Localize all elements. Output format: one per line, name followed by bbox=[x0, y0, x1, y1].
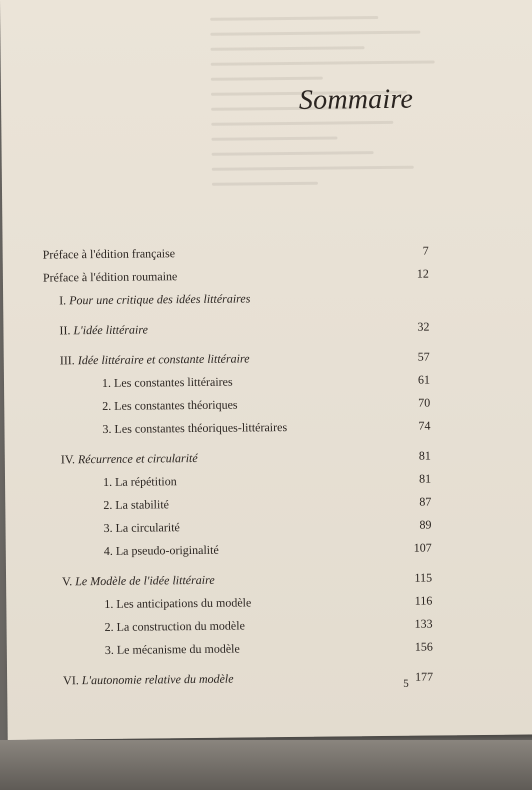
toc-number: 2. bbox=[102, 398, 112, 413]
toc-title: Les constantes théoriques bbox=[114, 397, 238, 413]
toc-number: 1. bbox=[102, 474, 113, 489]
toc-page: 81 bbox=[418, 471, 432, 486]
toc-entry-section-3-3 bbox=[44, 415, 430, 442]
toc-label bbox=[103, 470, 177, 494]
table-of-contents bbox=[43, 240, 434, 693]
toc-label bbox=[102, 371, 233, 395]
toc-page: 61 bbox=[417, 372, 431, 387]
toc-label bbox=[105, 638, 240, 662]
toc-title: La stabilité bbox=[115, 497, 170, 512]
toc-number: 3. bbox=[104, 642, 114, 657]
toc-number: 2. bbox=[103, 497, 113, 512]
toc-entry-section-4-4 bbox=[46, 537, 432, 564]
toc-label bbox=[63, 668, 234, 693]
toc-number: 2. bbox=[104, 619, 114, 634]
toc-page: 70 bbox=[418, 395, 431, 410]
toc-page: 57 bbox=[417, 349, 430, 364]
toc-page: 156 bbox=[414, 639, 433, 654]
toc-page: 12 bbox=[416, 266, 429, 281]
toc-page: 89 bbox=[419, 517, 432, 532]
toc-title: Le mécanisme du modèle bbox=[116, 641, 240, 657]
toc-entry-chapter-2 bbox=[43, 316, 429, 343]
toc-page: 177 bbox=[415, 669, 434, 684]
toc-number: IV. bbox=[60, 452, 76, 467]
toc-page: 115 bbox=[414, 570, 433, 585]
toc-number: III. bbox=[59, 353, 75, 368]
toc-title: Les anticipations du modèle bbox=[116, 595, 252, 611]
toc-label bbox=[62, 569, 215, 594]
toc-label bbox=[59, 287, 250, 312]
toc-label bbox=[102, 394, 238, 418]
toc-title: L'autonomie relative du modèle bbox=[81, 671, 234, 688]
toc-page: 7 bbox=[422, 243, 429, 258]
toc-number: 4. bbox=[103, 543, 113, 558]
toc-number: V. bbox=[62, 574, 73, 589]
toc-title: Les constantes théoriques-littéraires bbox=[114, 420, 288, 436]
toc-title: La construction du modèle bbox=[116, 618, 245, 634]
page-bottom-edge bbox=[0, 740, 532, 790]
toc-title: La circularité bbox=[115, 520, 180, 535]
toc-page: 107 bbox=[413, 540, 432, 555]
toc-page: 81 bbox=[418, 448, 431, 463]
toc-title: La répétition bbox=[114, 474, 177, 489]
toc-entry-chapter-6 bbox=[47, 666, 433, 693]
toc-entry-section-5-3 bbox=[47, 636, 433, 663]
toc-label: Préface à l'édition française bbox=[42, 246, 176, 262]
toc-page: 74 bbox=[418, 418, 431, 433]
toc-label bbox=[59, 318, 148, 342]
toc-title: Idée littéraire et constante littéraire bbox=[77, 351, 250, 368]
toc-title: Récurrence et circularité bbox=[77, 450, 198, 467]
toc-label bbox=[102, 416, 287, 441]
toc-label bbox=[104, 614, 245, 638]
page-title: Sommaire bbox=[298, 83, 414, 116]
toc-number: 3. bbox=[102, 421, 112, 436]
toc-page: 32 bbox=[417, 319, 430, 334]
toc-title: Le Modèle de l'idée littéraire bbox=[75, 572, 215, 589]
toc-number: 1. bbox=[104, 596, 114, 611]
toc-label bbox=[103, 493, 169, 517]
toc-label bbox=[60, 347, 250, 372]
toc-page: 87 bbox=[419, 494, 432, 509]
toc-title: L'idée littéraire bbox=[73, 322, 148, 338]
toc-number: I. bbox=[59, 293, 67, 308]
toc-page: 133 bbox=[414, 616, 433, 631]
toc-page: 116 bbox=[414, 593, 433, 608]
toc-label bbox=[104, 539, 219, 563]
toc-label bbox=[104, 591, 251, 616]
toc-title: Pour une critique des idées littéraires bbox=[69, 291, 251, 308]
toc-label bbox=[61, 447, 198, 471]
toc-title: La pseudo-originalité bbox=[115, 542, 219, 558]
toc-title: Les constantes littéraires bbox=[113, 374, 233, 390]
toc-label bbox=[103, 516, 180, 540]
toc-number: 3. bbox=[103, 520, 113, 535]
toc-entry-chapter-1 bbox=[43, 286, 429, 313]
page-number: 5 bbox=[403, 677, 409, 690]
toc-number: 1. bbox=[101, 375, 112, 390]
toc-number: VI. bbox=[63, 673, 79, 688]
toc-number: II. bbox=[59, 323, 71, 338]
toc-label: Préface à l'édition roumaine bbox=[42, 269, 178, 285]
